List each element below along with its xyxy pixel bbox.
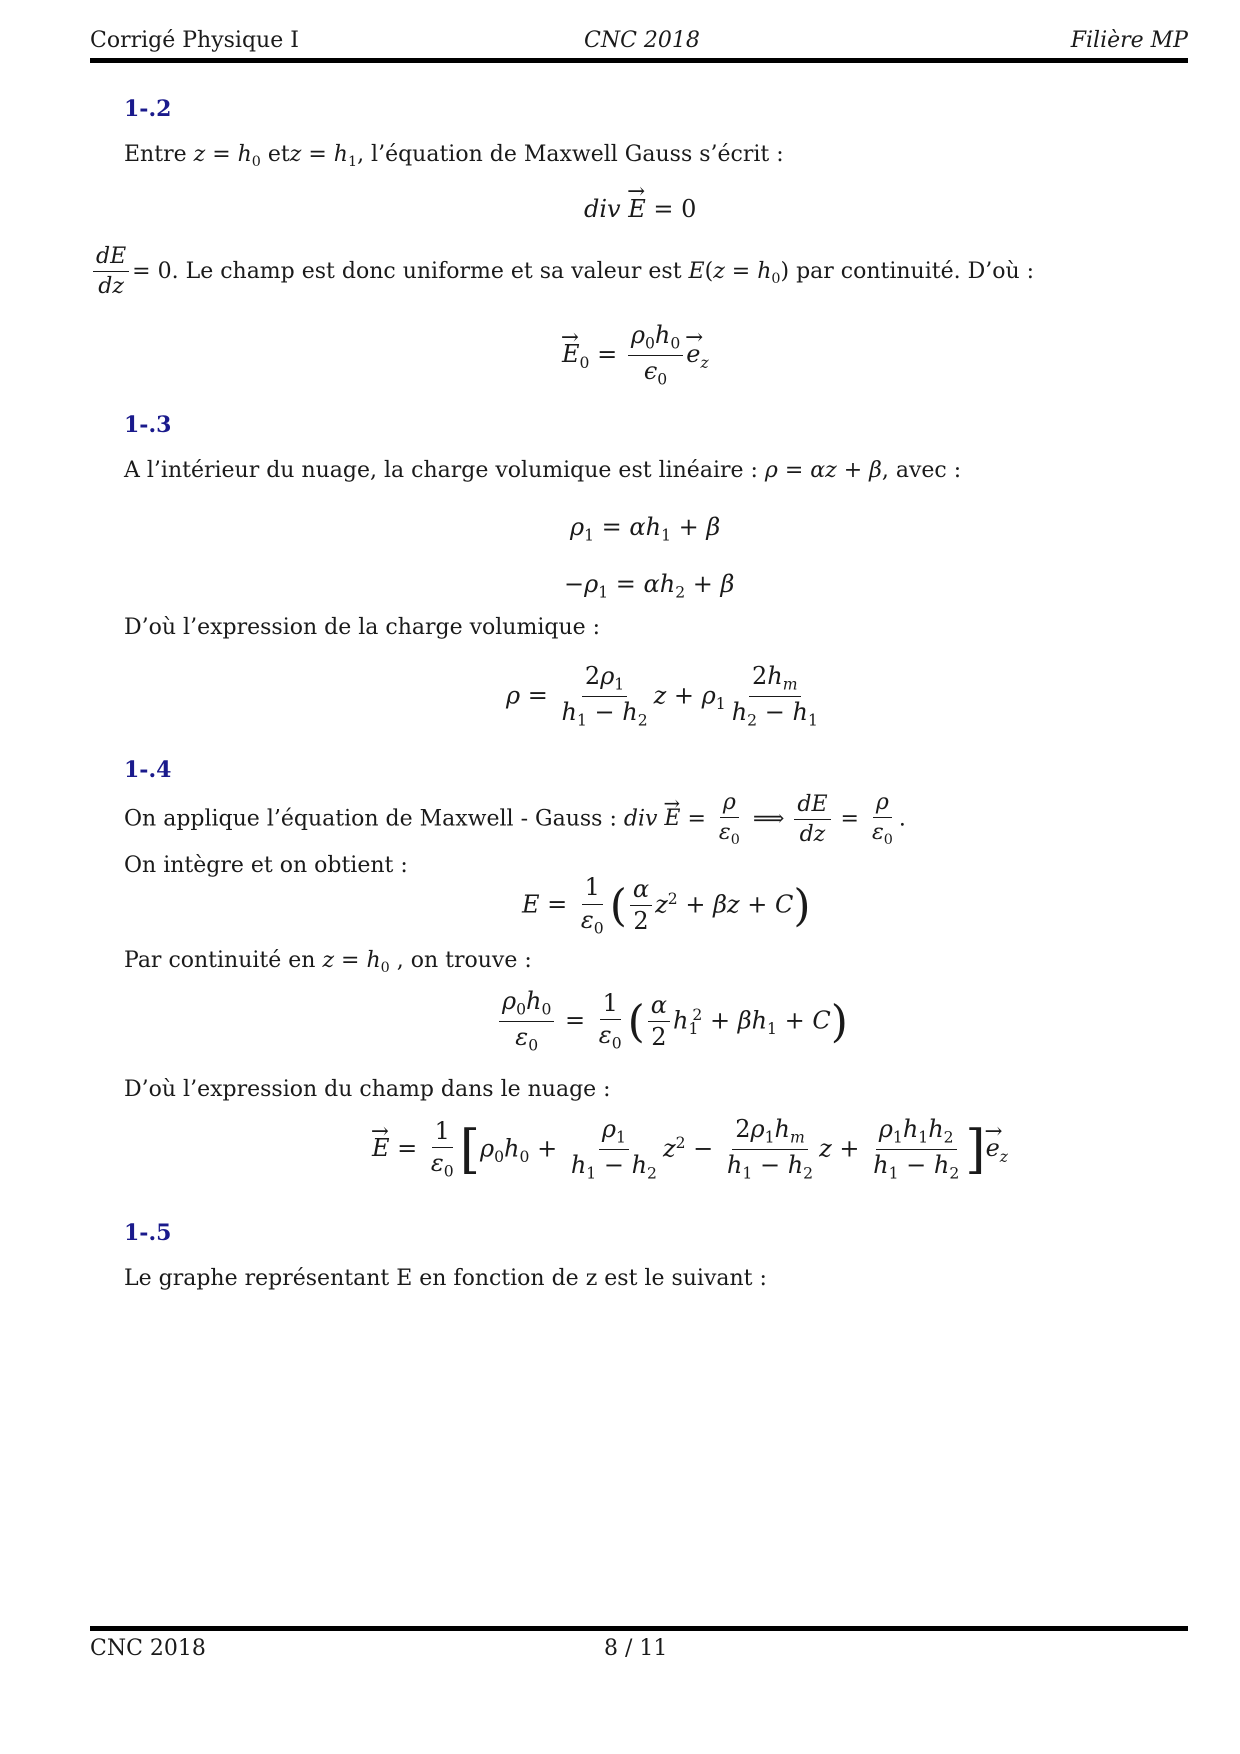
paragraph-1-4-line2: On intègre et on obtient : bbox=[124, 853, 408, 878]
paragraph-1-4-intro: On applique l’équation de Maxwell - Gauss : div → E = $\frac{\rho}{\varepsilon_0}$ ⟹ $\frac{dE}{dz}$ = $\frac{\rho}{\varepsilon_0}$ . bbox=[124, 790, 906, 849]
header-left: Corrigé Physique I bbox=[90, 28, 299, 53]
paragraph-1-4-line3: Par continuité en $z = h_0$ , on trouve : bbox=[124, 948, 532, 976]
header-rule bbox=[90, 58, 1188, 63]
header-center: CNC 2018 bbox=[584, 28, 700, 53]
equation-e-cloud: → E = $\frac{1}{\varepsilon_0}$ [$\rho_0h_0$ + $\frac{\rho_1}{h_1 - h_2}$ $z^2$ − $\frac{2\rho_1h_m}{h_1 - h_2}$ z + $\frac{\rho_1h_1h_2}{h_1 - h_2}$ ]→ $e_z$ bbox=[372, 1116, 1008, 1184]
paragraph-1-4-line4: D’où l’expression du champ dans le nuage : bbox=[124, 1077, 611, 1102]
equation-e-integral: E = $\frac{1}{\varepsilon_0}$ ( $\frac{\alpha}{2}$ $z^2 + \beta z + C$) bbox=[522, 873, 811, 938]
page-number: 8 / 11 bbox=[604, 1636, 668, 1661]
footer-left: CNC 2018 bbox=[90, 1636, 206, 1661]
equation-div-e-zero: div → E = 0 bbox=[584, 195, 696, 223]
paragraph-1-3-line2: D’où l’expression de la charge volumique : bbox=[124, 615, 601, 640]
paragraph-1-2-intro: Entre $z = h_0$ etz = $h_1$, l’équation de Maxwell Gauss s’écrit : bbox=[124, 142, 784, 170]
paragraph-1-2-line2: $\frac{dE}{dz}$ = 0. Le champ est donc uniforme et sa valeur est $E(z = h_0)$ par continuité. D’où : bbox=[90, 244, 1034, 300]
paragraph-1-3-intro: A l’intérieur du nuage, la charge volumique est linéaire : ρ = αz + β, avec : bbox=[124, 458, 962, 483]
section-title-1-4: 1-.4 bbox=[124, 757, 172, 783]
equation-rho1: $\rho_1 = \alpha h_1 + \beta$ bbox=[570, 513, 721, 545]
header-right: Filière MP bbox=[1070, 28, 1188, 53]
equation-e0: → $E_0$ = $\frac{\rho_0h_0}{\epsilon_0}$ → $e_z$ bbox=[562, 322, 709, 390]
section-title-1-5: 1-.5 bbox=[124, 1220, 172, 1246]
equation-rho-expression: ρ = $\frac{2\rho_1}{h_1 - h_2}$ $z + \rho_1$ $\frac{2h_m}{h_2 - h_1}$ bbox=[506, 662, 818, 730]
paragraph-1-5-intro: Le graphe représentant E en fonction de z est le suivant : bbox=[124, 1266, 767, 1291]
footer-rule bbox=[90, 1626, 1188, 1631]
equation-minus-rho1: $-\rho_1 = \alpha h_2 + \beta$ bbox=[564, 570, 735, 602]
equation-continuity: $\frac{\rho_0h_0}{\varepsilon_0}$ = $\frac{1}{\varepsilon_0}$ ( $\frac{\alpha}{2}$ $h_1^2 + \beta h_1 + C$) bbox=[496, 988, 848, 1056]
section-title-1-2: 1-.2 bbox=[124, 96, 172, 122]
section-title-1-3: 1-.3 bbox=[124, 412, 172, 438]
